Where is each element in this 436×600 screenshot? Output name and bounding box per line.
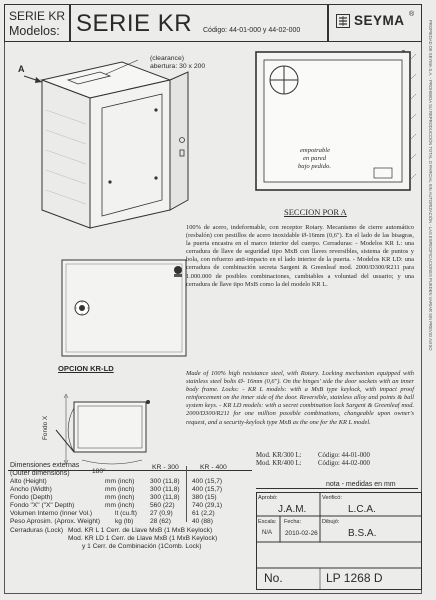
table-row-unit: mm (inch) bbox=[105, 494, 135, 501]
brand-logo-icon bbox=[336, 14, 350, 28]
date-value: 2010-02-26 bbox=[285, 530, 318, 537]
col-header-kr300: KR - 300 bbox=[152, 464, 179, 471]
model-code-300-value: Código: 44-01-000 bbox=[318, 452, 370, 459]
embed-note-1: empotrable bbox=[300, 147, 331, 154]
scale-label: Escala: bbox=[258, 519, 277, 525]
table-row-kr300: 300 (11,8) bbox=[150, 486, 180, 493]
door-swing-figure bbox=[52, 390, 172, 470]
table-row-label: Peso Aprosim. (Aprox. Weight) bbox=[10, 518, 101, 525]
dimensions-subtitle: (Outer dimensions) bbox=[10, 470, 70, 477]
table-row-label: Ancho (Width) bbox=[10, 486, 52, 493]
section-view-figure bbox=[254, 50, 418, 200]
clearance-opening: abertura: 30 x 200 bbox=[150, 63, 206, 70]
description-spanish: 100% de acero, indeformable, con receptor Rotary. Mecanismo de cierre automático (resbalón) con pestillos de acero inoxidable Ø-16mm (0,6"). En el lado de las bisagras, la puerta encastra en el marco interior del cuerpo. Cerraduras: - Modelos KR L: una cerradura de llave de seguridad tipo MxB con llaves reversibles, sistema de puntos y bola, con refuerzo anti-impacto en el lado interior de la puerta. - Modelos KR LD: una cerradura de combinación secreta Sargent & Greenleaf mod. 2000/D300/R211 para 1.000.000 de posibles combinaciones, cambiables a voluntad del usuario; y una cerradura de llave tipo MxB como la del modelo KR L. bbox=[186, 224, 414, 288]
dimensions-note: nota - medidas en mm bbox=[326, 481, 396, 488]
table-row-label: Volumen Interno (Inner Vol.) bbox=[10, 510, 93, 517]
table-row-unit: mm (inch) bbox=[105, 486, 135, 493]
safe-isometric-figure bbox=[10, 50, 196, 246]
swing-angle-label: 180° bbox=[92, 468, 106, 475]
table-row-kr300: 28 (62) bbox=[150, 518, 171, 525]
section-caption: SECCION POR A bbox=[284, 207, 347, 217]
table-row-kr400: 400 (15,7) bbox=[192, 478, 223, 485]
table-row-label: Fondo "X" ("X" Depth) bbox=[10, 502, 75, 509]
embed-note-3: bajo pedido. bbox=[298, 163, 331, 170]
page-title: SERIE KR bbox=[76, 10, 193, 37]
scale-value: N/A bbox=[262, 530, 273, 536]
brand-registered-mark: ® bbox=[409, 11, 415, 18]
table-row-kr400: 380 (15) bbox=[192, 494, 217, 501]
lock-line-3: y 1 Cerr. de Combinación (1Comb. Lock) bbox=[82, 543, 202, 550]
option-caption: OPCION KR-LD bbox=[58, 364, 114, 373]
brand-name: SEYMA bbox=[354, 13, 405, 28]
table-row-label: Alto (Height) bbox=[10, 478, 47, 485]
date-label: Fecha: bbox=[284, 519, 302, 525]
table-row-kr300: 300 (11,8) bbox=[150, 478, 180, 485]
table-row-kr300: 27 (0,9) bbox=[150, 510, 173, 517]
figure-a-label: A bbox=[18, 64, 25, 74]
verified-label: Verificó: bbox=[322, 495, 342, 501]
document-number-label: No. bbox=[264, 571, 283, 585]
table-row-unit: kg (lb) bbox=[115, 518, 134, 525]
header-models-label: Modelos: bbox=[9, 24, 60, 38]
lock-line-1: Mod. KR L 1 Cerr. de Llave MxB (1 MxB Keylock) bbox=[68, 527, 213, 534]
dimensions-table bbox=[10, 478, 254, 528]
col-header-kr400: KR - 400 bbox=[200, 464, 227, 471]
embed-note-2: en pared bbox=[303, 155, 327, 162]
table-row-kr300: 300 (11,8) bbox=[150, 494, 180, 501]
clearance-label: (clearance) bbox=[150, 55, 184, 62]
depth-label: Fondo X bbox=[42, 415, 49, 440]
drawn-label: Dibujó: bbox=[322, 519, 340, 525]
approved-value: J.A.M. bbox=[278, 504, 307, 515]
dimensions-note-rule bbox=[256, 488, 418, 489]
front-view-figure bbox=[60, 258, 192, 360]
locks-label: Cerraduras (Lock) bbox=[10, 527, 64, 534]
description-english: Made of 100% high resistance steel, with Rotary. Locking mechanism equipped with stainless steel bolts Ø- 16mm (0,6"). On the hinges' side the door sockets with an inner body frame. Locks: - KR L models: with a MxB type keylock, with impact proof reinforcement on the inner side of the door. Reversible, stainless alloy and points & ball system keys. - KR LD models: with a secret combination lock Sargent & Greenleaf mod. 2000/D300/R211 for one million possible combinations, changeable upon owner's request, and a security-keylock type MxB as the one for the KR L model. bbox=[186, 370, 414, 426]
table-row-unit: mm (inch) bbox=[105, 478, 135, 485]
table-row-label: Fondo (Depth) bbox=[10, 494, 53, 501]
header-series-label: SERIE KR bbox=[9, 9, 66, 23]
lock-line-2: Mod. KR LD 1 Cerr. de Llave MxB (1 MxB Keylock) bbox=[68, 535, 218, 542]
table-row-kr400: 400 (15,7) bbox=[192, 486, 223, 493]
dimensions-title: Dimensiones externas bbox=[10, 462, 80, 469]
table-row-kr400: 61 (2,2) bbox=[192, 510, 215, 517]
table-row-kr300: 560 (22) bbox=[150, 502, 175, 509]
header-codes: Código: 44-01-000 y 44-02-000 bbox=[203, 27, 301, 34]
approved-label: Aprobó: bbox=[258, 495, 278, 501]
model-code-300-label: Mod. KR/300 L: bbox=[256, 452, 302, 459]
table-row-unit: mm (inch) bbox=[105, 502, 135, 509]
verified-value: L.C.A. bbox=[348, 504, 376, 515]
table-row-unit: lt (cu.ft) bbox=[115, 510, 137, 517]
side-notice: PROPIEDAD DE SEYMA S.A. - PROHIBIDA SU REPRODUCCIÓN TOTAL O PARCIAL SIN AUTORIZACIÓN - LAS ESPECIFICACIONES PUEDEN VARIAR SIN PREVIO AVISO bbox=[428, 20, 433, 351]
model-code-400-label: Mod. KR/400 L: bbox=[256, 460, 302, 467]
table-row-kr400: 740 (29,1) bbox=[192, 502, 223, 509]
table-row-kr400: 40 (88) bbox=[192, 518, 213, 525]
model-code-400-value: Código: 44-02-000 bbox=[318, 460, 370, 467]
drawn-value: B.S.A. bbox=[348, 528, 377, 539]
document-number-value: LP 1268 D bbox=[326, 571, 383, 585]
